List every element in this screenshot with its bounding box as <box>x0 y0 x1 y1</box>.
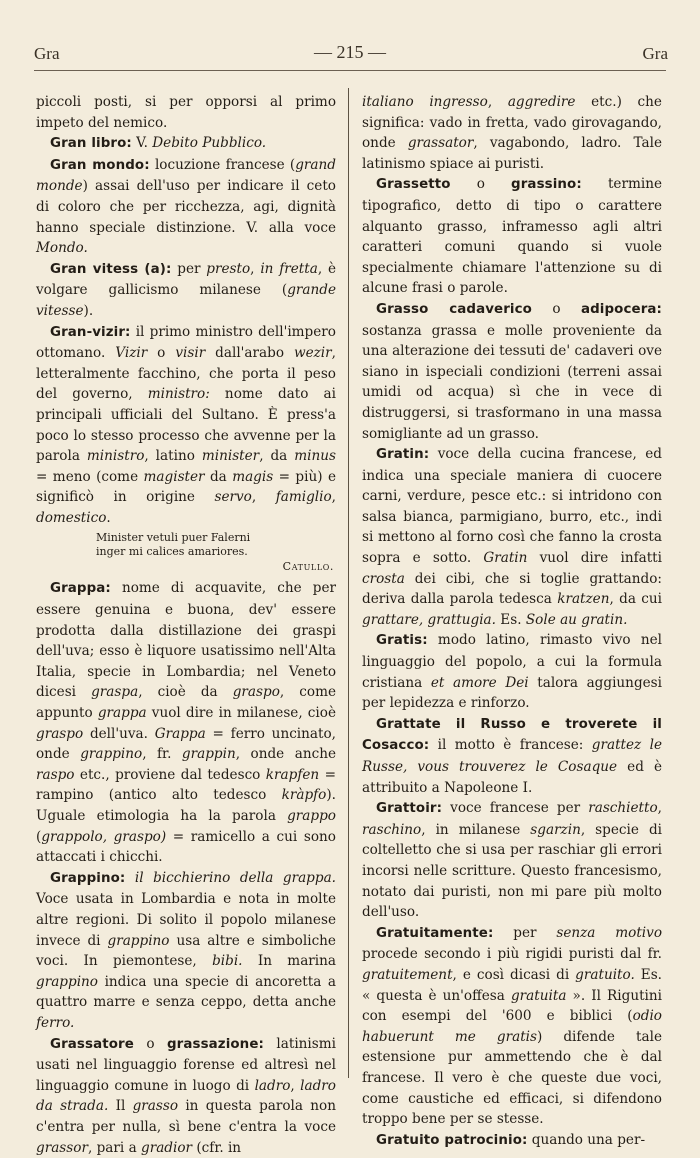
column-divider <box>348 88 349 1078</box>
headword: grassazione: <box>167 1036 264 1052</box>
headword: Gran vitess (a): <box>50 261 172 277</box>
entry-gran-vitess: Gran vitess (a): per presto, in fretta, è volgare gallicismo milanese (grande vitesse). <box>36 260 336 319</box>
entry-gran-vizir: Gran-vizir: il primo ministro dell'impero ottomano. Vizir o visir dall'arabo wezir, letteralmente facchino, che porta il peso del governo, ministro: nome dato ai principali ufficiali del Sultano. È press'a poco lo stesso processo che avvenne per la parola ministro, latino minister, da minus = meno (come magister da magis = più) e significò in origine servo, famiglio, domestico. <box>36 323 336 526</box>
page-number: — 215 — <box>314 42 386 62</box>
left-column <box>36 92 336 1158</box>
entry-gratin: Gratin: voce della cucina francese, ed indica una speciale maniera di cuocere carni, verdure, pesce etc.: si intridono con salsa bianca, parmigiano, burro, etc., indi si mettono al forno così che fanno la crosta sopra e sotto. Gratin vuol dire infatti crosta dei cibi, che si toglie grattando: deriva dalla parola tedesca kratzen, da cui grattare, grattugia. Es. Sole au gratin. <box>362 446 662 628</box>
continued-entry: piccoli posti, si per opporsi al primo impeto del nemico. <box>36 94 336 131</box>
entry-grappa: Grappa: nome di acquavite, che per essere genuina e buona, dev' essere prodotta dalla distillazione dei graspi dell'uva; esso è liquore usatissimo nell'Alta Italia, specie in Lombardia; nel Veneto dicesi graspa, cioè da graspo, come appunto grappa vuol dire in milanese, cioè graspo dell'uva. Grappa = ferro uncinato, onde grappino, fr. grappin, onde anche raspo etc., proviene dal tedesco krapfen = rampino (antico alto tedesco kràpfo). Uguale etimologia ha la parola grappo (grappolo, graspo) = ramicello a cui sono attaccati i chicchi. <box>36 580 337 866</box>
headword: Grasso cadaverico <box>376 301 532 317</box>
headword: Gratin: <box>376 447 430 463</box>
entry-grassetto: Grassetto o grassino: termine tipografico, detto di tipo o carattere alquanto grasso, inframesso agli altri caratteri comuni quando si vuole specialmente chiamare l'attenzione su di alcune frasi o parole. <box>362 176 662 297</box>
header-left-guideword: Gra <box>34 44 60 63</box>
entry-gran-libro: Gran libro: V. Debito Pubblico. <box>50 135 267 152</box>
right-column <box>362 92 662 1151</box>
headword: Gratuitamente: <box>376 925 494 941</box>
headword: Gratuito patrocinio: <box>376 1132 528 1148</box>
entry-grattoir: Grattoir: voce francese per raschietto, raschino, in milanese sgarzin, specie di coltelletto che si usa per raschiar gli errori incorsi nelle scritture. Questo francesismo, notato dai puristi, non mi pare più molto dell'uso. <box>362 800 662 921</box>
entry-gran-mondo: Gran mondo: locuzione francese (grand monde) assai dell'uso per indicare il ceto di coloro che per ricchezza, agi, dignità hanno speciale distinzione. V. alla voce Mondo. <box>36 156 336 257</box>
headword: Gran libro: <box>50 136 132 152</box>
header-rule <box>34 70 666 71</box>
headword: Grassetto <box>376 177 451 193</box>
quote-line: Minister vetuli puer Falerni <box>96 531 251 545</box>
headword: Grattate il Russo e troverete il Cosacco: <box>362 716 662 754</box>
entry-grattate-il-russo: Grattate il Russo e troverete il Cosacco: il motto è francese: grattez le Russe, vous trouverez le Cosaque ed è attribuito a Napoleone I. <box>362 716 663 796</box>
headword: Grappino: <box>50 870 126 886</box>
entry-grasso-cadaverico: Grasso cadaverico o adipocera: sostanza grassa e molle proveniente da una alterazione dei tessuti de' cadaveri ove siano in ispeciali condizioni (terreni assai umidi od acqua) sì che in vece di distruggersi, si trasformano in una massa somigliante ad un grasso. <box>362 300 662 442</box>
entry-gratis: Gratis: modo latino, rimasto vivo nel linguaggio del popolo, a cui la formula cristiana et amore Dei talora aggiungesi per lepidezza e rinforzo. <box>362 632 663 712</box>
headword: Grappa: <box>50 581 111 597</box>
entry-gratuito-patrocinio: Gratuito patrocinio: quando una per- <box>376 1131 646 1148</box>
headword: grassino: <box>511 177 582 193</box>
headword: Grassatore <box>50 1036 134 1052</box>
quote-author: Catullo. <box>282 560 334 574</box>
running-header <box>0 40 700 66</box>
entry-grappino: Grappino: il bicchierino della grappa. Voce usata in Lombardia e nota in molte altre regioni. Di solito il popolo milanese invece di grappino usa altre e simboliche voci. In piemontese, bibi. In marina grappino indica una specie di ancoretta a quattro marre e senza ceppo, detta anche ferro. <box>36 869 337 1031</box>
headword: Gran-vizir: <box>50 324 131 340</box>
headword: Gratis: <box>376 633 428 649</box>
entry-gratuitamente: Gratuitamente: per senza motivo procede secondo i più rigidi puristi dal fr. gratuitement, e così dicasi di gratuito. Es. « questa è un'offesa gratuita ». Il Rigutini con esempi del '600 e biblici (odio habuerunt me gratis) difende tale estensione pur ammettendo che è dal francese. Il vero è che queste due voci, come caustiche ed efficaci, si difendono troppo bene per se stesse. <box>362 924 663 1128</box>
quote-line: inger mi calices amariores. <box>96 545 248 559</box>
headword: Gran mondo: <box>50 157 150 173</box>
headword: Grattoir: <box>376 801 443 817</box>
header-right-guideword: Gra <box>642 44 668 63</box>
entry-grassatore: Grassatore o grassazione: latinismi usati nel linguaggio forense ed altresì nel linguaggio comune in luogo di ladro, ladro da strada. Il grasso in questa parola non c'entra per nulla, sì bene c'entra la voce grassor, pari a gradior (cfr. in <box>36 1035 336 1156</box>
continued-entry: italiano ingresso, aggredire etc.) che significa: vado in fretta, vado girovagando, onde grassator, vagabondo, ladro. Tale latinismo spiace ai puristi. <box>362 94 662 172</box>
headword: adipocera: <box>580 301 662 317</box>
latin-quotation <box>96 531 336 574</box>
